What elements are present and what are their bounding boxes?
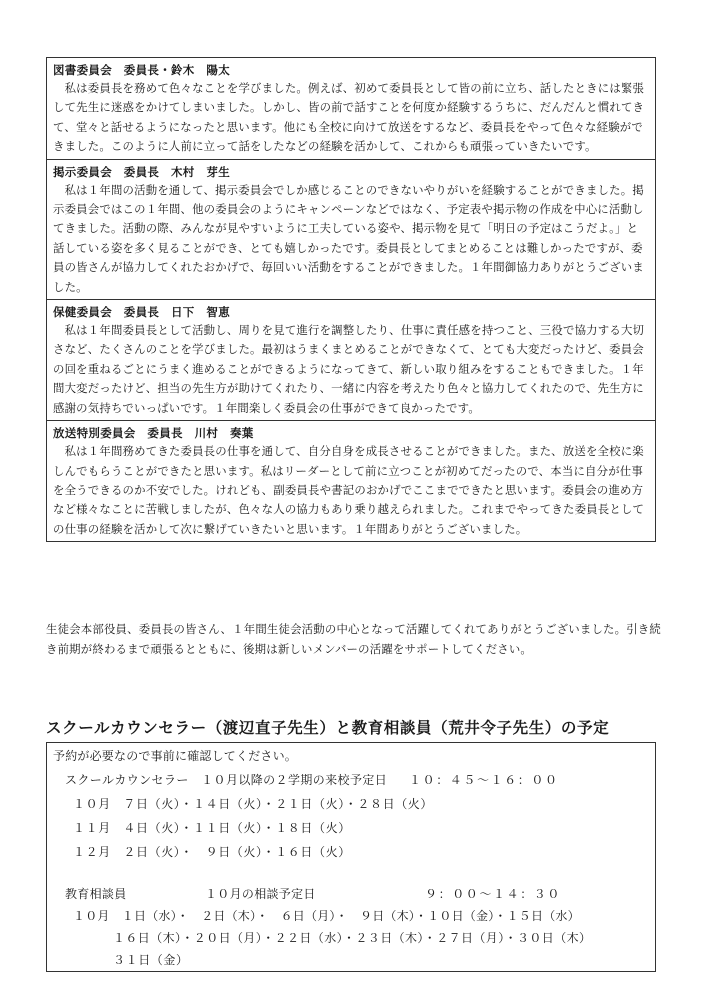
committee-reports (46, 57, 656, 542)
consultant-dates-row-2: １６日（木）・２０日（月）・２２日（水）・２３日（木）・２７日（月）・３０日（木） (113, 931, 592, 945)
counselor-label: スクールカウンセラー １０月以降の２学期の来校予定日 (65, 773, 388, 787)
counselor-dates-nov: １１月 ４日（火）・１１日（火）・１８日（火） (73, 821, 351, 835)
consultant-dates-row-1: １０月 １日（水）・ ２日（木）・ ６日（月）・ ９日（木）・１０日（金）・１５日（水） (73, 909, 580, 923)
committee-title: 図書委員会 委員長・鈴木 陽太 (53, 63, 230, 77)
closing-message: 生徒会本部役員、委員長の皆さん、１年間生徒会活動の中心となって活躍してくれてありがとうございました。引き続き前期が終わるまで頑張るとともに、後期は新しいメンバーの活躍をサポートしてください。 (46, 622, 661, 656)
committee-body: 私は１年間の活動を通して、掲示委員会でしか感じることのできないやりがいを経験することができました。掲示委員会ではこの１年間、他の委員会のようにキャンペーンなどではなく、予定表や掲示物の作成を中心に活動してきました。活動の際、みんなが見やすいように工夫している姿や、掲示物を見て「明日の予定はこうだよ。」と話している姿を多く見ることができ、とても嬉しかったです。委員長としてまとめることは難しかったですが、委員の皆さんが協力してくれたおかげで、毎回いい活動をすることができました。１年間御協力ありがとうございました。 (53, 182, 644, 294)
consultant-dates-row-3: ３１日（金） (113, 953, 189, 967)
consultant-label: 教育相談員 (65, 887, 127, 901)
counselor-dates-oct: １０月 ７日（火）・１４日（火）・２１日（火）・２８日（火） (73, 797, 434, 811)
counselor-dates-dec: １２月 ２日（火）・ ９日（火）・１６日（火） (73, 845, 351, 859)
committee-report-health (47, 299, 655, 420)
committee-body: 私は委員長を務めて色々なことを学びました。例えば、初めて委員長として皆の前に立ち、話したときには緊張して先生に迷惑をかけてしまいました。しかし、皆の前で話すことを何度か経験するうちに、だんだんと慣れてきて、堂々と話せるようになったと思います。他にも全校に向けて放送をするなど、委員長をやって色々な経験ができました。このように人前に立って話をしたなどの経験を活かして、これからも頑張っていきたいです。 (53, 81, 645, 154)
committee-body: 私は１年間務めてきた委員長の仕事を通して、自分自身を成長させることができました。また、放送を全校に楽しんでもらうことができたと思います。私はリーダーとして前に立つことが初めてだったので、本当に自分が仕事を全うできるのか不安でした。けれども、副委員長や書記のおかげでここまでできたと思います。委員会の進め方など様々なことに苦戦しましたが、色々な人の協力もあり乗り越えられました。これまでやってきた委員長としての仕事の経験を活かして次に繋げていきたいと思います。１年間ありがとうございました。 (53, 444, 645, 536)
committee-report-broadcast (47, 420, 655, 541)
committee-title: 掲示委員会 委員長 木村 芽生 (53, 164, 230, 179)
consultant-subtitle: １０月の相談予定日 (205, 887, 316, 901)
committee-title: 保健委員会 委員長 日下 智恵 (53, 305, 230, 320)
consultant-time: ９：００～１４：３０ (425, 887, 562, 901)
counselor-schedule-box (46, 742, 656, 972)
committee-body: 私は１年間委員長として活動し、周りを見て進行を調整したり、仕事に責任感を持つこと、三役で協力する大切さなど、たくさんのことを学びました。最初はうまくまとめることができなくて、とても大変だったけど、委員会の回を重ねるごとにうまく進めることができるようになってきて、新しい取り組みをすることもできました。１年間大変だったけど、担当の先生方が助けてくれたり、一緒に内容を考えたり色々と協力してくれたので、先生方に感謝の気持ちでいっぱいです。１年間楽しく委員会の仕事ができて良かったです。 (53, 323, 645, 415)
counselor-time: １０：４５～１６：００ (409, 773, 559, 787)
committee-title: 放送特別委員会 委員長 川村 奏葉 (53, 426, 254, 441)
committee-report-library (47, 58, 655, 159)
counselor-section-heading: スクールカウンセラー（渡辺直子先生）と教育相談員（荒井令子先生）の予定 (46, 719, 610, 737)
reservation-notice: 予約が必要なので事前に確認してください。 (53, 749, 298, 763)
committee-report-bulletin (47, 159, 655, 299)
